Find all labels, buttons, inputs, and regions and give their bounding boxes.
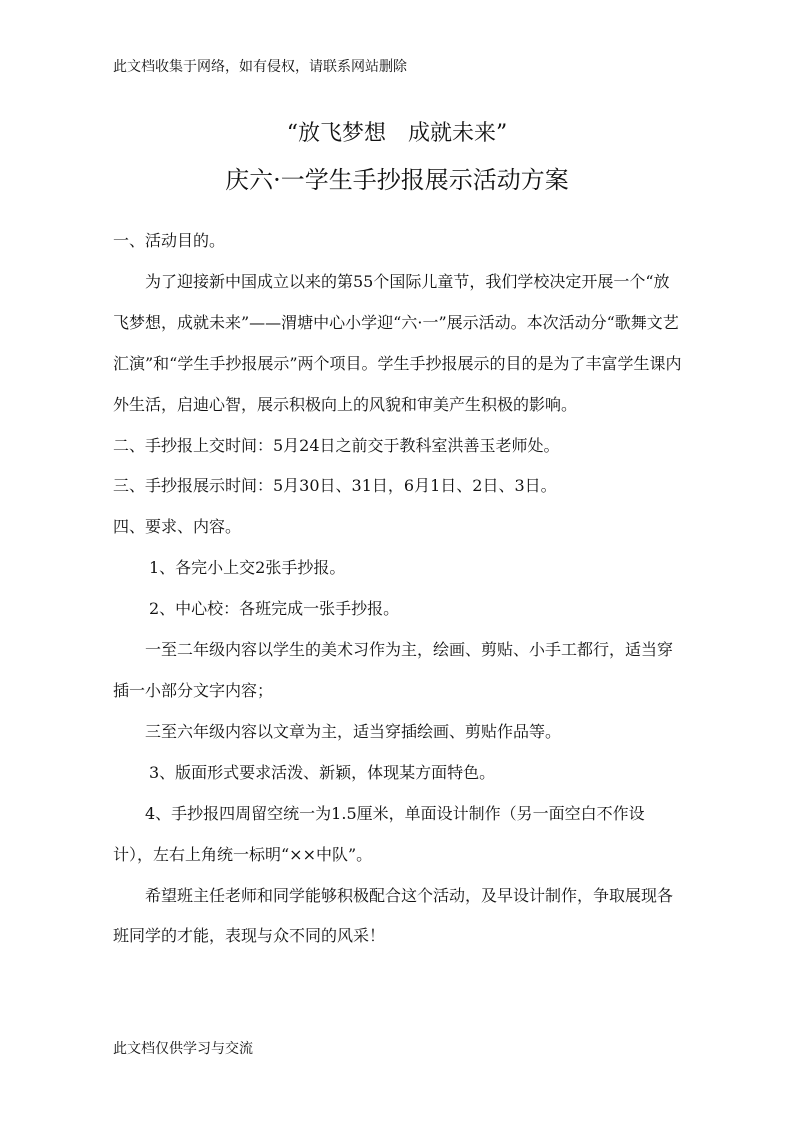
section-1-body: 为了迎接新中国成立以来的第55个国际儿童节，我们学校决定开展一个“放飞梦想，成就未来”——渭塘中心小学迎“六·一”展示活动。本次活动分“歌舞文艺汇演”和“学生手抄报展示”两个项目。学生手抄报展示的目的是为了丰富学生课内外生活，启迪心智，展示积极向上的风貌和审美产生积极的影响。 xyxy=(113,271,682,414)
footer-note: 此文档仅供学习与交流 xyxy=(113,1041,253,1057)
section-4-heading: 四、要求、内容。 xyxy=(113,517,242,537)
page-title-slogan: “放飞梦想 成就未来” xyxy=(286,121,508,146)
requirement-2: 2、中心校：各班完成一张手抄报。 xyxy=(149,599,400,619)
requirement-2-low-grades: 一至二年级内容以学生的美术习作为主，绘画、剪贴、小手工都行，适当穿插一小部分文字内容； xyxy=(113,640,674,700)
closing-paragraph: 希望班主任老师和同学能够积极配合这个活动，及早设计制作，争取展现各班同学的才能，表现与众不同的风采！ xyxy=(113,885,674,946)
section-3-exhibition-time: 三、手抄报展示时间：5月30日、31日，6月1日、2日、3日。 xyxy=(113,476,557,496)
requirement-4: 4、手抄报四周留空统一为1.5厘米，单面设计制作（另一面空白不作设计），左右上角统一标明“××中队”。 xyxy=(113,803,645,864)
page-title: 庆六·一学生手抄报展示活动方案 xyxy=(225,166,569,194)
requirement-3: 3、版面形式要求活泼、新颖，体现某方面特色。 xyxy=(149,762,496,782)
requirement-2-high-grades: 三至六年级内容以文章为主，适当穿插绘画、剪贴作品等。 xyxy=(145,721,562,741)
header-note: 此文档收集于网络，如有侵权，请联系网站删除 xyxy=(113,59,407,75)
section-1-heading: 一、活动目的。 xyxy=(113,231,226,250)
section-2-submission-time: 二、手抄报上交时间：5月24日之前交于教科室洪善玉老师处。 xyxy=(113,435,560,455)
requirement-1: 1、各完小上交2张手抄报。 xyxy=(149,558,346,578)
document-body xyxy=(113,221,683,957)
